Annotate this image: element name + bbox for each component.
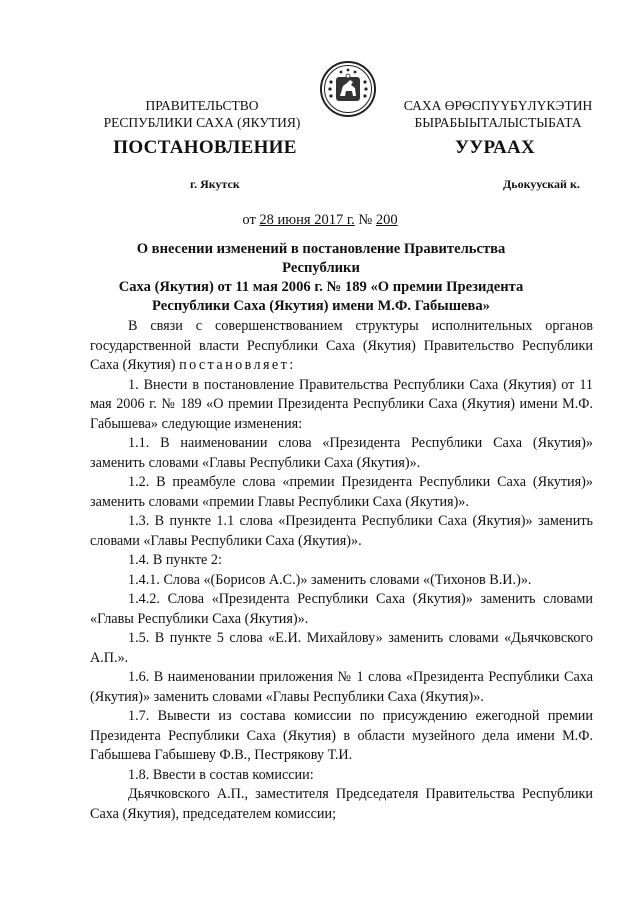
city-sah: Дьокуускай к.: [503, 177, 580, 191]
date-line: [100, 212, 540, 229]
body-paragraph: 1.4.2. Слова «Президента Республики Саха (Якутия)» заменить словами «Главы Республики Саха (Якутия)».: [90, 591, 593, 627]
city-ru: г. Якутск: [190, 177, 240, 191]
title-line2: Саха (Якутия) от 11 мая 2006 г. № 189 «О премии Президента: [118, 279, 524, 295]
body-paragraph: 1.8. Ввести в состав комиссии:: [128, 766, 314, 783]
title-line3: Республики Саха (Якутия) имени М.Ф. Габышева»: [152, 298, 490, 314]
preamble-decree-word: постановляет: [179, 357, 290, 373]
document-number: 200: [375, 212, 398, 228]
body-paragraph: 1.1. В наименовании слова «Президента Республики Саха (Якутия)» заменить словами «Главы Республики Саха (Якутия)».: [90, 435, 593, 471]
number-sign: №: [354, 212, 376, 228]
header-right-line2: БЫРАБЫЫТАЛЫСТЫБАТА: [414, 115, 582, 130]
body-paragraph: 1.6. В наименовании приложения № 1 слова «Президента Республики Саха (Якутия)» заменить словами «Главы Республики Саха (Якутия)».: [90, 669, 593, 705]
body-paragraph: 1.7. Вывести из состава комиссии по присуждению ежегодной премии Президента Республики Саха (Якутия) в области музейного дела имени М.Ф. Габышева Габышеву Ф.В., Пестрякову Т.И.: [90, 708, 593, 763]
header-right-line1: САХА ӨРӨСПҮҮБҮЛҮКЭТИН: [403, 98, 593, 113]
body-paragraph: 1.2. В преамбуле слова «премии Президента Республики Саха (Якутия)» заменить словами «премии Главы Республики Саха (Якутия)».: [90, 474, 593, 510]
preamble-paragraph: [90, 317, 593, 376]
body-paragraph: 1.4. В пункте 2:: [128, 552, 222, 568]
header-left-line1: ПРАВИТЕЛЬСТВО: [145, 98, 259, 113]
preamble-colon: :: [289, 357, 294, 373]
sakha-coat-of-arms-icon: [319, 60, 377, 118]
document-body: [90, 317, 593, 824]
doc-type-ru: ПОСТАНОВЛЕНИЕ: [113, 137, 297, 158]
body-paragraph: Дьячковского А.П., заместителя Председателя Правительства Республики Саха (Якутия), председателем комиссии;: [90, 786, 593, 822]
preamble-text: В связи с совершенствованием структуры исполнительных органов государственной власти Республики Саха (Якутия) Правительство Республики Саха (Якутия): [90, 318, 593, 373]
header-left: [92, 97, 312, 131]
body-paragraph: 1.3. В пункте 1.1 слова «Президента Республики Саха (Якутия)» заменить словами «Главы Республики Саха (Якутия)».: [90, 513, 593, 549]
document-title: [100, 240, 542, 316]
header-right: [388, 97, 608, 131]
header-left-line2: РЕСПУБЛИКИ САХА (ЯКУТИЯ): [103, 115, 301, 130]
date-prefix: от: [242, 212, 260, 228]
body-paragraph: 1.5. В пункте 5 слова «Е.И. Михайлову» заменить словами «Дьячковского А.П.».: [90, 630, 593, 666]
title-line1: О внесении изменений в постановление Правительства Республики: [136, 241, 506, 276]
body-paragraph: 1. Внести в постановление Правительства Республики Саха (Якутия) от 11 мая 2006 г. № 189 «О премии Президента Республики Саха (Якутия) имени М.Ф. Габышева» следующие изменения:: [90, 376, 593, 432]
body-paragraph: 1.4.1. Слова «(Борисов А.С.)» заменить словами «(Тихонов В.И.)».: [128, 571, 532, 588]
date-value: 28 июня 2017 г.: [259, 212, 355, 228]
doc-type-sah: УУРААХ: [454, 137, 536, 158]
